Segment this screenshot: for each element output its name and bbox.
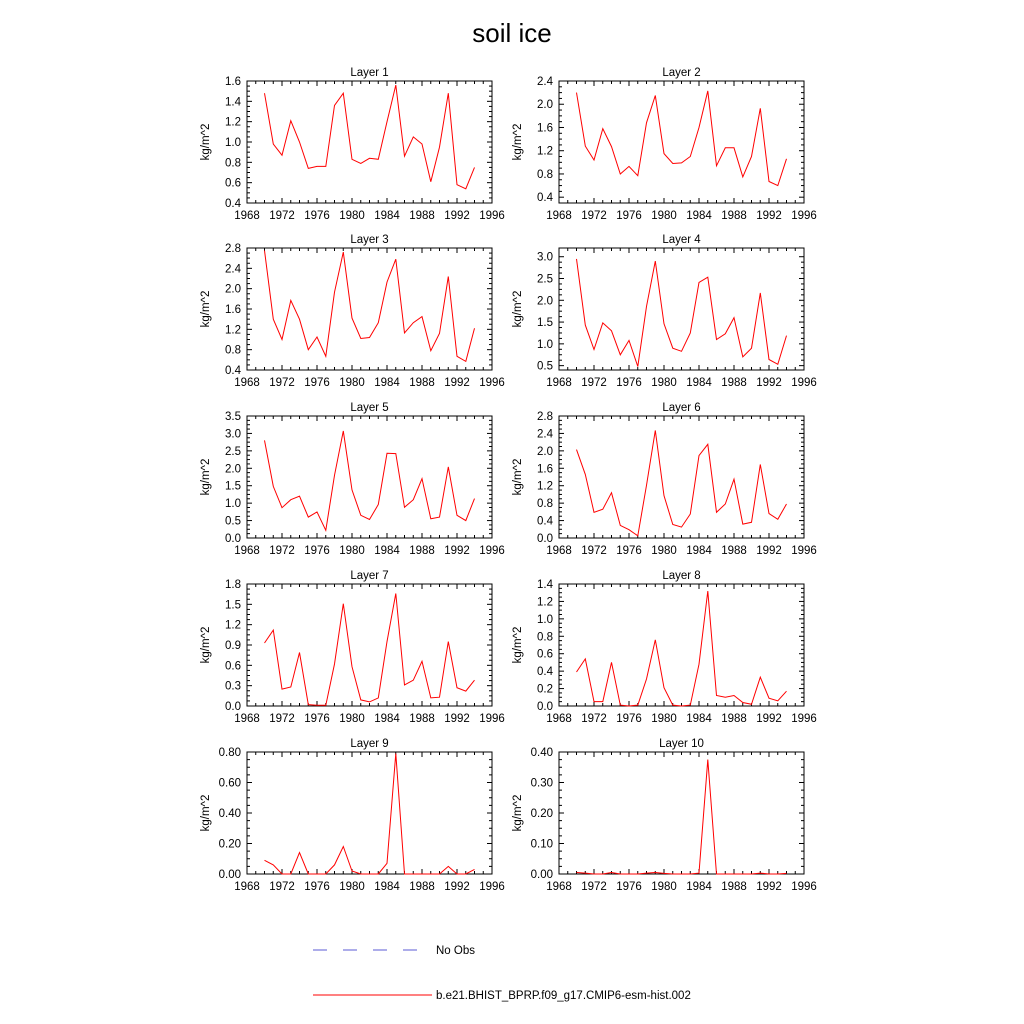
series-line-layer-6 [577,430,787,535]
x-tick-label: 1980 [339,713,365,725]
panel-title: Layer 5 [350,402,389,414]
y-tick-label: 0.6 [225,660,241,673]
chart-title: soil ice [472,18,552,48]
x-tick-label: 1992 [756,377,782,389]
y-tick-label: 1.6 [537,463,553,476]
x-tick-label: 1996 [479,377,505,389]
y-tick-label: 3.0 [537,251,553,264]
series-line-layer-2 [577,91,787,186]
x-tick-label: 1976 [304,881,330,893]
x-tick-label: 1988 [409,713,435,725]
x-tick-label: 1976 [616,210,642,222]
panel-layer-9 [200,738,505,893]
series-line-layer-1 [265,85,475,189]
y-tick-label: 0.00 [218,869,241,881]
x-tick-label: 1988 [721,881,747,893]
x-tick-label: 1984 [686,210,712,222]
x-tick-label: 1996 [479,713,505,725]
x-tick-label: 1976 [304,377,330,389]
x-tick-label: 1976 [304,545,330,557]
x-tick-label: 1984 [374,377,400,389]
y-tick-label: 2.4 [537,76,553,88]
y-axis-label: kg/m^2 [512,794,524,832]
y-axis-label: kg/m^2 [512,458,524,496]
x-tick-label: 1988 [721,377,747,389]
x-tick-label: 1984 [686,713,712,725]
x-tick-label: 1976 [616,713,642,725]
plot-frame [559,752,804,874]
y-tick-label: 2.5 [225,445,241,458]
y-tick-label: 0.8 [225,344,241,357]
x-tick-label: 1968 [546,881,572,893]
x-tick-label: 1968 [546,377,572,389]
x-tick-label: 1980 [339,545,365,557]
y-tick-label: 0.8 [225,157,241,170]
x-tick-label: 1972 [269,377,295,389]
x-tick-label: 1992 [444,377,470,389]
x-tick-label: 1976 [304,210,330,222]
plot-frame [559,584,804,706]
x-tick-label: 1988 [721,210,747,222]
plot-frame [247,248,492,370]
y-tick-label: 2.4 [225,263,241,276]
panel-layer-6 [512,402,817,557]
y-tick-label: 2.0 [537,295,553,308]
x-tick-label: 1972 [581,377,607,389]
panel-title: Layer 4 [662,234,701,246]
y-axis-label: kg/m^2 [512,123,524,161]
x-tick-label: 1976 [304,713,330,725]
y-tick-label: 0.5 [225,515,241,528]
x-tick-label: 1992 [444,713,470,725]
panel-layer-2 [512,67,817,222]
x-tick-label: 1988 [409,881,435,893]
x-tick-label: 1972 [581,881,607,893]
panel-title: Layer 10 [659,738,704,750]
y-tick-label: 0.4 [225,198,241,210]
x-tick-label: 1992 [444,210,470,222]
panel-title: Layer 3 [350,234,389,246]
x-tick-label: 1980 [651,713,677,725]
y-tick-label: 1.0 [225,498,241,511]
y-tick-label: 0.40 [530,747,553,759]
x-tick-label: 1996 [791,545,817,557]
y-tick-label: 0.2 [537,683,553,696]
x-tick-label: 1980 [339,377,365,389]
series-line-layer-8 [577,591,787,706]
x-tick-label: 1996 [479,881,505,893]
x-tick-label: 1972 [269,881,295,893]
panel-layer-7 [200,570,505,725]
series-line-layer-9 [265,754,475,875]
x-tick-label: 1972 [269,545,295,557]
y-tick-label: 0.8 [537,631,553,644]
x-tick-label: 1988 [721,713,747,725]
series-line-layer-4 [577,259,787,367]
x-tick-label: 1996 [479,210,505,222]
x-tick-label: 1992 [756,545,782,557]
panel-layer-5 [200,402,505,557]
y-tick-label: 0.4 [537,515,553,528]
legend [313,945,691,1002]
series-line-layer-10 [577,760,787,874]
y-tick-label: 2.8 [537,411,553,423]
series-line-layer-7 [265,594,475,706]
y-tick-label: 2.0 [537,445,553,458]
panel-layer-8 [512,570,817,725]
panel-layer-10 [512,738,817,893]
y-tick-label: 1.4 [225,96,241,109]
y-tick-label: 0.4 [225,365,241,377]
x-tick-label: 1984 [374,545,400,557]
x-tick-label: 1992 [444,881,470,893]
y-tick-label: 2.8 [225,243,241,255]
x-tick-label: 1988 [409,377,435,389]
x-tick-label: 1968 [234,210,260,222]
y-tick-label: 1.2 [225,116,241,129]
panels-grid [200,67,817,893]
y-tick-label: 0.0 [225,533,241,545]
y-tick-label: 0.6 [537,648,553,661]
x-tick-label: 1996 [791,713,817,725]
y-tick-label: 3.5 [225,411,241,423]
series-line-layer-3 [265,251,475,362]
y-tick-label: 2.5 [537,273,553,286]
legend-obs-label: No Obs [436,945,475,957]
x-tick-label: 1984 [374,881,400,893]
y-axis-label: kg/m^2 [200,123,212,161]
y-tick-label: 0.8 [537,498,553,511]
y-tick-label: 0.8 [537,168,553,181]
panel-layer-3 [200,234,505,389]
x-tick-label: 1996 [791,377,817,389]
y-tick-label: 0.9 [225,640,241,652]
y-tick-label: 2.0 [225,463,241,476]
x-tick-label: 1980 [651,881,677,893]
y-tick-label: 0.30 [530,777,553,790]
panel-layer-4 [512,234,817,389]
plot-frame [559,416,804,538]
plot-frame [247,752,492,874]
y-tick-label: 1.6 [225,76,241,88]
series-line-layer-5 [265,431,475,530]
y-axis-label: kg/m^2 [200,794,212,832]
x-tick-label: 1984 [686,377,712,389]
y-tick-label: 1.8 [225,579,241,591]
x-tick-label: 1992 [444,545,470,557]
y-axis-label: kg/m^2 [200,626,212,664]
plot-frame [247,81,492,203]
x-tick-label: 1976 [616,377,642,389]
x-tick-label: 1968 [546,210,572,222]
panel-title: Layer 1 [350,67,389,79]
x-tick-label: 1976 [616,545,642,557]
panel-title: Layer 6 [662,402,701,414]
y-axis-label: kg/m^2 [512,290,524,328]
y-tick-label: 1.4 [537,579,553,591]
y-tick-label: 1.5 [537,317,553,330]
y-tick-label: 0.4 [537,192,553,205]
x-tick-label: 1984 [374,210,400,222]
x-tick-label: 1996 [791,210,817,222]
y-tick-label: 1.6 [537,122,553,135]
x-tick-label: 1972 [269,210,295,222]
x-tick-label: 1972 [581,545,607,557]
y-tick-label: 1.2 [537,596,553,609]
plot-frame [247,584,492,706]
x-tick-label: 1992 [756,210,782,222]
panel-layer-1 [200,67,505,222]
x-tick-label: 1968 [234,881,260,893]
y-tick-label: 0.3 [225,680,241,693]
x-tick-label: 1976 [616,881,642,893]
x-tick-label: 1968 [546,713,572,725]
x-tick-label: 1996 [791,881,817,893]
x-tick-label: 1980 [651,210,677,222]
x-tick-label: 1980 [339,210,365,222]
y-tick-label: 0.10 [530,838,553,851]
panel-title: Layer 9 [350,738,389,750]
x-tick-label: 1996 [479,545,505,557]
x-tick-label: 1968 [546,545,572,557]
y-tick-label: 1.6 [225,304,241,316]
x-tick-label: 1972 [269,713,295,725]
x-tick-label: 1984 [686,881,712,893]
y-tick-label: 0.0 [537,701,553,713]
y-tick-label: 2.4 [537,428,553,441]
x-tick-label: 1972 [581,210,607,222]
x-tick-label: 1984 [686,545,712,557]
x-tick-label: 1968 [234,713,260,725]
plot-frame [559,81,804,203]
y-tick-label: 1.5 [225,480,241,493]
y-tick-label: 1.5 [225,599,241,612]
x-tick-label: 1992 [756,881,782,893]
y-tick-label: 0.5 [537,360,553,373]
x-tick-label: 1988 [409,545,435,557]
x-tick-label: 1980 [339,881,365,893]
y-tick-label: 2.0 [225,283,241,296]
y-tick-label: 1.0 [225,137,241,149]
y-tick-label: 0.0 [537,533,553,545]
legend-model-label: b.e21.BHIST_BPRP.f09_g17.CMIP6-esm-hist.002 [436,990,691,1002]
y-tick-label: 0.60 [218,777,241,790]
x-tick-label: 1992 [756,713,782,725]
y-axis-label: kg/m^2 [200,458,212,496]
y-tick-label: 1.0 [537,338,553,351]
y-tick-label: 1.2 [537,145,553,158]
y-tick-label: 3.0 [225,428,241,441]
panel-title: Layer 8 [662,570,701,582]
y-axis-label: kg/m^2 [512,626,524,664]
panel-title: Layer 2 [662,67,701,79]
panel-title: Layer 7 [350,570,389,582]
y-tick-label: 2.0 [537,99,553,112]
y-tick-label: 1.2 [537,480,553,493]
y-tick-label: 0.00 [530,869,553,881]
y-tick-label: 0.0 [225,701,241,713]
x-tick-label: 1980 [651,377,677,389]
y-tick-label: 1.2 [225,619,241,632]
x-tick-label: 1968 [234,377,260,389]
x-tick-label: 1988 [409,210,435,222]
y-tick-label: 0.80 [218,747,241,759]
y-tick-label: 0.4 [537,666,553,679]
y-axis-label: kg/m^2 [200,290,212,328]
x-tick-label: 1988 [721,545,747,557]
y-tick-label: 0.6 [225,177,241,190]
x-tick-label: 1968 [234,545,260,557]
x-tick-label: 1984 [374,713,400,725]
x-tick-label: 1980 [651,545,677,557]
y-tick-label: 0.40 [218,808,241,820]
y-tick-label: 1.2 [225,324,241,337]
y-tick-label: 0.20 [530,808,553,820]
x-tick-label: 1972 [581,713,607,725]
y-tick-label: 1.0 [537,613,553,626]
y-tick-label: 0.20 [218,838,241,851]
